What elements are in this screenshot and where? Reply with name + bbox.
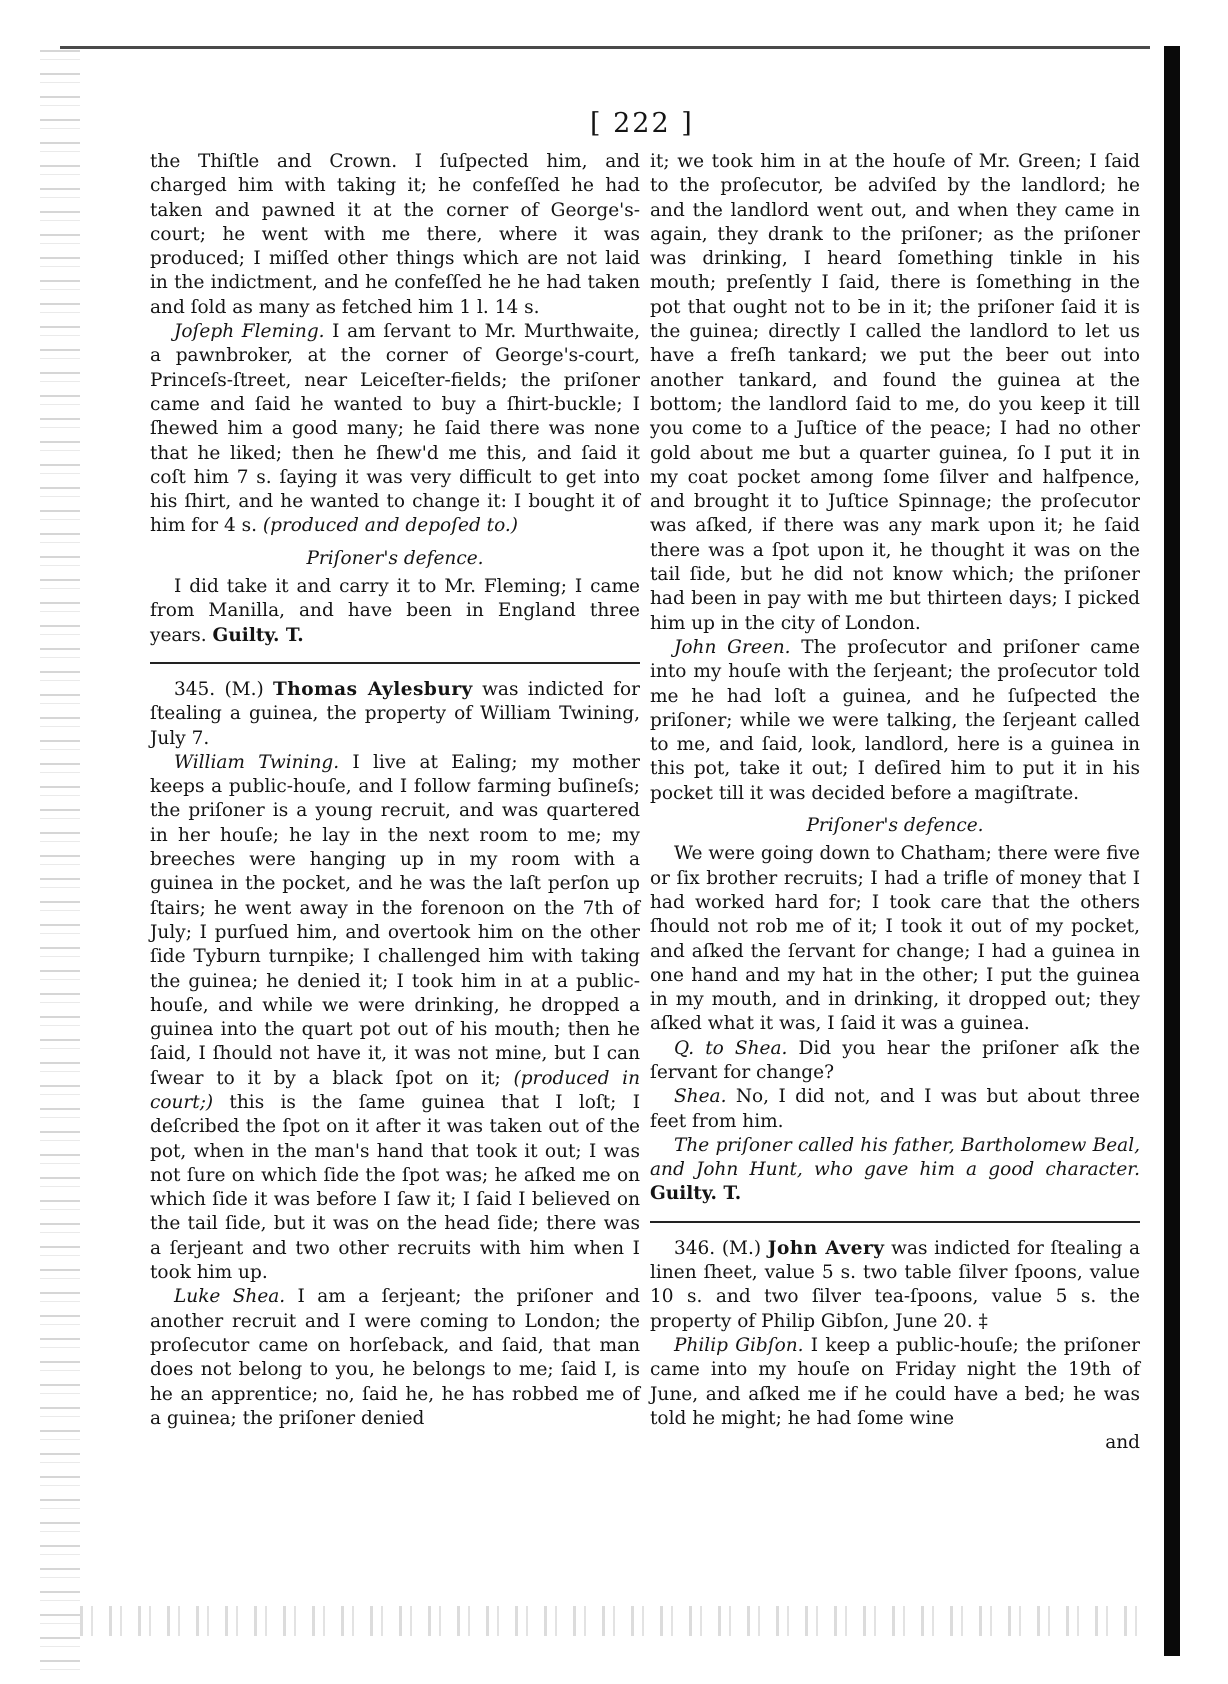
section-divider bbox=[150, 662, 640, 664]
case-number: 346. (M.) bbox=[674, 1237, 762, 1259]
answer-text: No, I did not, and I was but about three feet from him. bbox=[650, 1086, 1140, 1132]
testimony-fleming bbox=[150, 320, 640, 539]
indictment-text: was indicted for ſtealing a guinea, the property of William Twining, July 7. bbox=[150, 678, 640, 749]
left-column bbox=[150, 150, 640, 1431]
defence-heading: Priſoner's defence. bbox=[306, 547, 484, 569]
defence-heading: Priſoner's defence. bbox=[806, 815, 984, 837]
paragraph: it; we took him in at the houſe of Mr. Green; I ſaid to the proſecutor, be adviſed by the landlord; he and the landlord went out, and when they came in again, they drank to the priſoner; as the priſoner was drinking, I heard ſomething tinkle in his mouth; preſently I ſaid, there is ſomething in the pot that ought not to be in it; the priſoner ſaid it is the guinea; directly I called the landlord to let us have a freſh tankard; we put the beer out into another tankard, and found the guinea at the bottom; the landlord ſaid to me, do you keep it till you come to a Juſtice of the peace; I had no other gold about me but a quarter guinea, ſo I put it in my coat pocket among ſome ſilver and halfpence, and brought it to Juſtice Spinnage; the proſecutor was aſked, if there was any mark upon it; he ſaid there was a ſpot upon it, he thought it was on the tail ſide, but he did not know which; the priſoner had been in pay with me but thirteen days; I picked him up in the city of London. bbox=[650, 151, 1140, 634]
speaker-name: Luke Shea. bbox=[174, 1286, 286, 1308]
right-column bbox=[650, 150, 1140, 1455]
court-note: (produced in court;) bbox=[150, 1067, 640, 1113]
court-note: (produced and depoſed to.) bbox=[262, 515, 519, 537]
verdict: Guilty. T. bbox=[212, 624, 304, 646]
catchword: and bbox=[1105, 1432, 1140, 1454]
scan-right-edge-bar bbox=[1164, 46, 1180, 1656]
speaker-name: Philip Gibſon. bbox=[674, 1334, 804, 1356]
testimony-gibson bbox=[650, 1334, 1140, 1431]
speaker-name: Joſeph Fleming. bbox=[174, 321, 325, 343]
speaker-name: Q. to Shea. bbox=[674, 1037, 788, 1059]
case-number: 345. (M.) bbox=[174, 678, 264, 700]
character-note: The priſoner called his father, Bartholomew Beal, and John Hunt, who gave him a good character. bbox=[650, 1134, 1140, 1181]
section-divider bbox=[650, 1221, 1140, 1223]
testimony-text: I live at Ealing; my mother keeps a public-houſe, and I follow farming buſineſs; the priſoner is a young recruit, and was quartered in her houſe; he lay in the next room to me; my breeches were hanging up in my room with a guinea in the pocket, and he was the laſt perſon up ſtairs; he went away in the forenoon on the 7th of July; I purſued him, and overtook him on the other ſide Tyburn turnpike; I challenged him with taking the guinea; he denied it; I took him in at a public-houſe, and while we were drinking, he dropped a guinea into the quart pot out of his mouth; then he ſaid, I ſhould not have it, it was not mine, but I can ſwear to it by a black ſpot on it; bbox=[150, 751, 640, 1089]
scan-left-margin-noise bbox=[40, 50, 80, 1670]
speaker-name: John Green. bbox=[674, 636, 791, 658]
case-345-heading bbox=[150, 678, 640, 751]
answer-shea bbox=[650, 1085, 1140, 1134]
testimony-twining bbox=[150, 751, 640, 1286]
question-to-shea bbox=[650, 1037, 1140, 1086]
testimony-shea bbox=[150, 1285, 640, 1431]
page-number: [ 222 ] bbox=[590, 108, 694, 139]
testimony-text: I keep a public-houſe; the priſoner came into my houſe on Friday night the 19th of June, and aſked me if he could have a bed; he was told he might; he had ſome wine bbox=[650, 1334, 1140, 1429]
testimony-text: I am ſervant to Mr. Murthwaite, a pawnbroker, at the corner of George's-court, Princeſs-ſtreet, near Leiceſter-fields; the priſoner came and ſaid he wanted to buy a ſhirt-buckle; I ſhewed him a good many; he ſaid there was none that he liked; then he ſhew'd me this, and ſaid it coſt him 7 s. ſaying it was very difficult to get into his ſhirt, and he wanted to change it: I bought it of him for 4 s. bbox=[150, 321, 640, 537]
testimony-text-continued: this is the ſame guinea that I loſt; I deſcribed the ſpot on it after it was taken out of the pot, when in the man's hand that took it out; I was not ſure on which ſide the ſpot was; he aſked me on which ſide it was before I ſaw it; I ſaid I believed on the tail ſide, but it was on the head ſide; there was a ſerjeant and two other recruits with him when I took him up. bbox=[150, 1091, 640, 1284]
testimony-green bbox=[650, 636, 1140, 806]
transportation-mark: ‡ bbox=[978, 1310, 988, 1332]
prisoner-defence bbox=[150, 575, 640, 648]
testimony-text: I am a ſerjeant; the priſoner and another recruit and I were coming to London; the proſecutor came on horſeback, and ſaid, that man does not belong to you, he belongs to me; ſaid I, is he an apprentice; no, ſaid he, he has robbed me of a guinea; the priſoner denied bbox=[150, 1286, 641, 1429]
indictment-text: was indicted for ſtealing a linen ſheet, value 5 s. two table ſilver ſpoons, value 10 s. and two ſilver tea-ſpoons, value 5 s. the property of Philip Gibſon, June 20. bbox=[650, 1237, 1140, 1332]
testimony-text: The proſecutor and priſoner came into my houſe with the ſerjeant; the proſecutor told me he had loſt a guinea, and he ſuſpected the priſoner; while we were talking, the ſerjeant called to me, and ſaid, look, landlord, here is a guinea in this pot, take it out; I deſired him to put it in his pocket till it was decided before a magiſtrate. bbox=[650, 636, 1140, 804]
defendant-name: Thomas Aylesbury bbox=[273, 678, 473, 700]
speaker-name: William Twining. bbox=[174, 751, 340, 773]
scan-top-edge bbox=[60, 46, 1150, 49]
defendant-name: John Avery bbox=[767, 1237, 885, 1259]
prisoner-defence: We were going down to Chatham; there were five or ſix brother recruits; I had a trifle of money that I had worked hard for; I took care that the others ſhould not rob me of it; I took it out of my pocket, and aſked the ſervant for change; I had a guinea in one hand and my hat in the other; I put the guinea in my mouth, and in drinking, it dropped out; they aſked what it was, I ſaid it was a guinea. bbox=[650, 843, 1140, 1035]
question-text: Did you hear the priſoner aſk the ſervant for change? bbox=[650, 1037, 1140, 1083]
defence-text: I did take it and carry it to Mr. Fleming; I came from Manilla, and have been in England three years. bbox=[150, 576, 640, 646]
speaker-name: Shea. bbox=[674, 1086, 727, 1108]
paragraph: the Thiſtle and Crown. I ſuſpected him, and charged him with taking it; he confeſſed he had taken and pawned it at the corner of George's-court; he went with me there, where it was produced; I miſſed other things which are not laid in the indictment, and he confeſſed he he had taken and ſold as many as fetched him 1 l. 14 s. bbox=[150, 151, 640, 318]
scan-bottom-noise bbox=[80, 1606, 1150, 1636]
character-witnesses bbox=[650, 1134, 1140, 1207]
verdict: Guilty. T. bbox=[650, 1183, 742, 1205]
case-346-heading bbox=[650, 1237, 1140, 1334]
